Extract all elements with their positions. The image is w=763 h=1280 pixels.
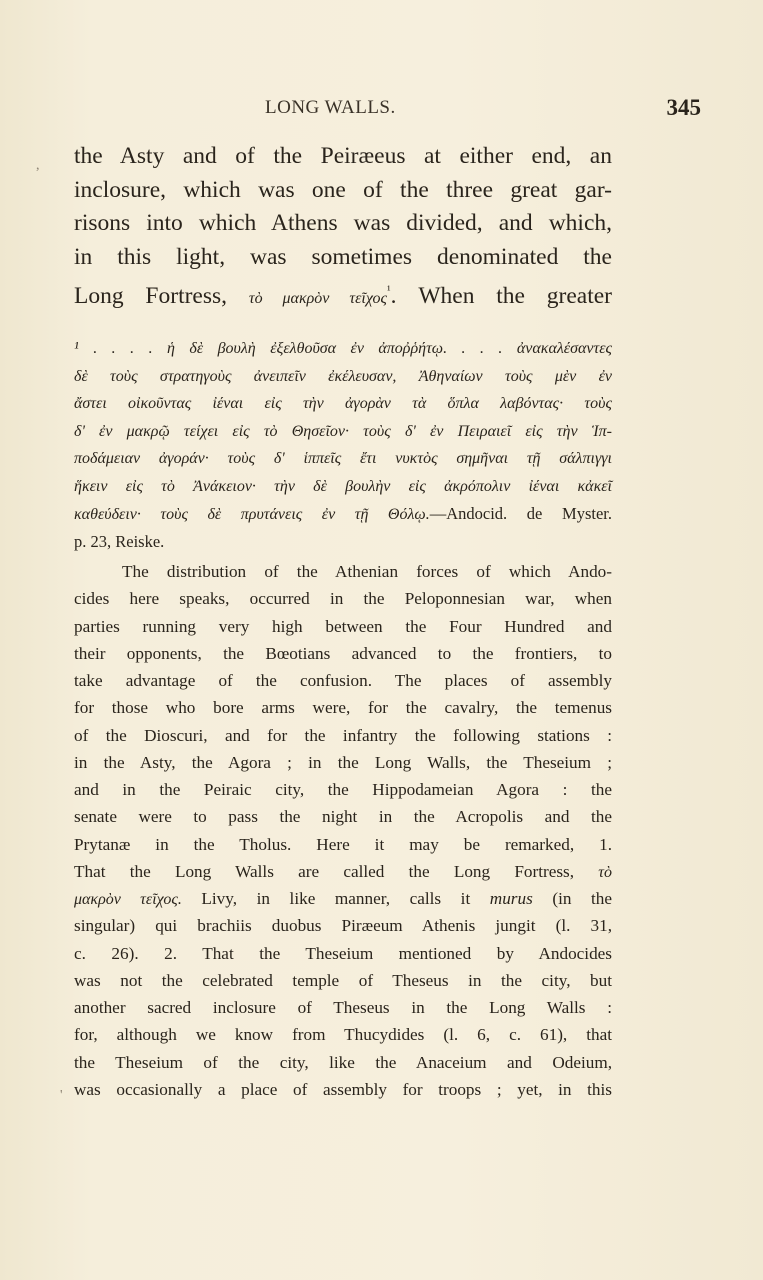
- main-paragraph: [74, 140, 612, 308]
- note-line: of the Dioscuri, and for the infantry the following stations :: [74, 725, 612, 745]
- main-line: risons into which Athens was divided, and which,: [74, 210, 612, 236]
- note-line: c. 26). 2. That the Theseium mentioned by Andocides: [74, 943, 612, 963]
- main-line-text: . When the greater: [390, 282, 613, 309]
- footnote-line: ¹ . . . . ἡ δὲ βουλὴ ἐξελθοῦσα ἐν ἀποῤῥήτῳ. . . . ἀνακαλέσαντες: [74, 340, 612, 357]
- note-line-text: (in the: [532, 889, 613, 908]
- main-line: inclosure, which was one of the three great gar-: [74, 176, 612, 203]
- footnote-line: ποδάμειαν ἀγοράν· τοὺς δ' ἱππεῖς ἔτι νυκτὸς σημῆναι τῇ σάλπιγγι: [74, 450, 612, 467]
- main-line: in this light, was sometimes denominated the: [74, 243, 612, 270]
- page-number: 345: [666, 95, 701, 120]
- note-line: singular) qui brachiis duobus Piræeum Athenis jungit (l. 31,: [74, 916, 612, 936]
- footnote-line: p. 23, Reiske.: [74, 531, 165, 551]
- main-line: the Asty and of the Peiræeus at either end, an: [74, 143, 612, 169]
- margin-tick: ,: [36, 158, 40, 173]
- footnote-line: δ' ἐν μακρῷ τείχει εἰς τὸ Θησεῖον· τοὺς δ' ἐν Πειραιεῖ εἰς τὴν Ἱπ-: [74, 422, 612, 440]
- footnote-line: ἥκειν εἰς τὸ Ἀνάκειον· τὴν δὲ βουλὴν εἰς ἀκρόπολιν ἰέναι κἀκεῖ: [74, 477, 612, 495]
- note-line: and in the Peiraic city, the Hippodameian Agora : the: [74, 780, 612, 799]
- note-line: take advantage of the confusion. The places of assembly: [74, 671, 612, 690]
- note-line: for, although we know from Thucydides (l. 6, c. 61), that: [74, 1025, 612, 1045]
- footnote-marker: ¹: [387, 283, 391, 297]
- main-line-text: Long Fortress,: [74, 282, 249, 309]
- note-line: their opponents, the Bœotians advanced to the frontiers, to: [74, 643, 612, 663]
- note-line: for those who bore arms were, for the cavalry, the temenus: [74, 698, 612, 718]
- footnote-greek: καθεύδειν· τοὺς δὲ πρυτάνεις ἐν τῇ Θόλῳ.: [74, 506, 430, 523]
- note-line: senate were to pass the night in the Acropolis and the: [74, 807, 612, 827]
- note-line: [74, 885, 612, 912]
- note-paragraph: [74, 558, 612, 1103]
- note-line: another sacred inclosure of Theseus in the Long Walls :: [74, 998, 612, 1017]
- note-line: The distribution of the Athenian forces of which Ando-: [122, 562, 612, 581]
- footnote-citation: —Andocid. de Myster.: [429, 504, 612, 523]
- running-title: LONG WALLS.: [265, 97, 396, 118]
- footnote-line: δὲ τοὺς στρατηγοὺς ἀνειπεῖν ἐκέλευσαν, Ἀθηναίων τοὺς μὲν ἐν: [74, 367, 612, 385]
- margin-tick: ': [60, 1088, 63, 1103]
- note-line: parties running very high between the Four Hundred and: [74, 616, 612, 636]
- note-line: cides here speaks, occurred in the Peloponnesian war, when: [74, 589, 612, 609]
- note-greek: τὸ: [598, 863, 612, 881]
- note-line: was occasionally a place of assembly for troops ; yet, in this: [74, 1079, 612, 1099]
- note-line: the Theseium of the city, like the Anaceium and Odeium,: [74, 1052, 612, 1072]
- footnote: [74, 335, 612, 555]
- footnote-line: ἄστει οἰκοῦντας ἰέναι εἰς τὴν ἀγορὰν τὰ ὅπλα λαβόντας· τοὺς: [74, 395, 612, 412]
- note-line-text: Livy, in like manner, calls it: [181, 889, 490, 908]
- main-line-last: [74, 274, 612, 308]
- note-line: in the Asty, the Agora ; in the Long Walls, the Theseium ;: [74, 752, 612, 772]
- note-line-text: That the Long Walls are called the Long Fortress,: [74, 861, 575, 881]
- running-head: [75, 95, 701, 123]
- note-line: [74, 858, 612, 885]
- footnote-line: [74, 500, 612, 528]
- note-italic: murus: [489, 889, 533, 908]
- greek-phrase: τὸ μακρὸν τεῖχος: [248, 289, 388, 307]
- note-line: was not the celebrated temple of Theseus in the city, but: [74, 970, 612, 990]
- note-greek: μακρὸν τεῖχος.: [74, 891, 182, 908]
- note-line: Prytanæ in the Tholus. Here it may be remarked, 1.: [74, 834, 612, 854]
